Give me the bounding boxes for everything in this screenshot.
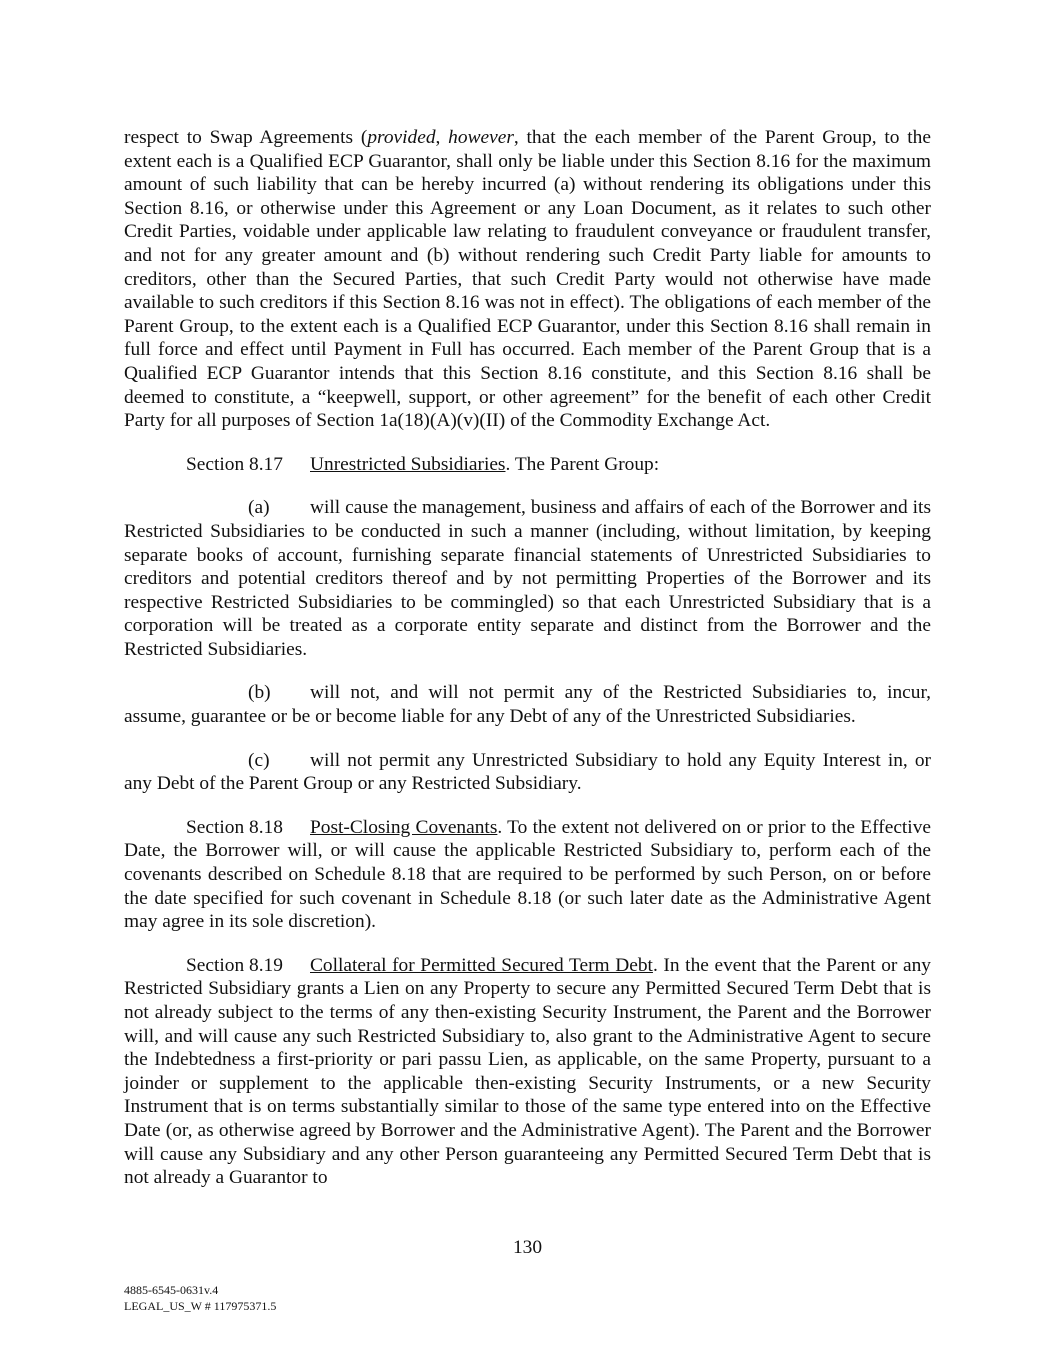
document-id xyxy=(124,1282,276,1314)
document-id-line-2: LEGAL_US_W # 117975371.5 xyxy=(124,1299,277,1313)
clause-c: (c) will not permit any Unrestricted Subsidiary to hold any Equity Interest in, or any Debt of the Parent Group or any Restricted Subsidiary. xyxy=(124,749,931,795)
section-8-17-heading-paragraph: Section 8.17 Unrestricted Subsidiaries. The Parent Group: xyxy=(186,453,660,475)
document-id-line-1: 4885-6545-0631v.4 xyxy=(124,1283,219,1297)
body-text xyxy=(124,126,931,1190)
section-8-19-paragraph: Section 8.19 Collateral for Permitted Secured Term Debt. In the event that the Parent or any Restricted Subsidiary grants a Lien on any Property to secure any Permitted Secured Term Debt that is not already subject to the terms of any then-existing Security Instrument, the Parent and the Borrower will, and will cause any such Restricted Subsidiary to, also grant to the Administrative Agent to secure the Indebtedness a first-priority or pari passu Lien, as applicable, on the same Property, pursuant to a joinder or supplement to the applicable then-existing Security Instruments, or a new Security Instrument that is on terms substantially similar to those of the same type entered into on the Effective Date (or, as otherwise agreed by Borrower and the Administrative Agent). The Parent and the Borrower will cause any Subsidiary and any other Person guaranteeing any Permitted Secured Term Debt that is not already a Guarantor to xyxy=(124,954,931,1189)
clause-a: (a) will cause the management, business and affairs of each of the Borrower and its Restricted Subsidiaries to be conducted in such a manner (including, without limitation, by keeping separate books of account, furnishing separate financial statements of Unrestricted Subsidiaries to creditors and potential creditors thereof and by not permitting Properties of the Borrower and its respective Restricted Subsidiaries to be commingled) so that each Unrestricted Subsidiary that is a corporation will be treated as a corporate entity separate and distinct from the Borrower and the Restricted Subsidiaries. xyxy=(124,497,931,660)
section-heading: Post-Closing Covenants xyxy=(310,816,498,838)
clause-label: (a) xyxy=(248,497,270,519)
paragraph-intro: respect to Swap Agreements (provided, however, that the each member of the Parent Group, to the extent each is a Qualified ECP Guarantor, shall only be liable under this Section 8.16 for the maximum amount of such liability that can be hereby incurred (a) without rendering its obligations under this Section 8.16, or otherwise under this Agreement or any Loan Document, as it relates to such other Credit Parties, voidable under applicable law relating to fraudulent conveyance or fraudulent transfer, and not for any greater amount and (b) without rendering such Credit Party liable for amounts to creditors, other than the Secured Parties, that such Credit Party would not otherwise have made available to such creditors if this Section 8.16 was not in effect). The obligations of each member of the Parent Group, to the extent each is a Qualified ECP Guarantor, under this Section 8.16 shall remain in full force and effect until Payment in Full has occurred. Each member of the Parent Group that is a Qualified ECP Guarantor intends that this Section 8.16 constitute, and this Section 8.16 shall be deemed to constitute, a “keepwell, support, or other agreement” for the benefit of each other Credit Party for all purposes of Section 1a(18)(A)(v)(II) of the Commodity Exchange Act. xyxy=(124,127,931,432)
however-italic: however xyxy=(448,127,514,148)
section-number: Section 8.17 xyxy=(186,453,283,475)
section-heading: Unrestricted Subsidiaries xyxy=(310,453,506,475)
page-number: 130 xyxy=(512,1237,543,1258)
clause-label: (b) xyxy=(248,682,271,704)
clause-label: (c) xyxy=(248,749,270,771)
section-8-18-paragraph: Section 8.18 Post-Closing Covenants. To the extent not delivered on or prior to the Effective Date, the Borrower will, or will cause the applicable Restricted Subsidiary to, perform each of the covenants described on Schedule 8.18 that are required to be performed by such Person, on or before the date specified for such covenant in Schedule 8.18 (or such later date as the Administrative Agent may agree in its sole discretion). xyxy=(124,816,931,933)
section-number: Section 8.19 xyxy=(186,954,283,976)
section-heading: Collateral for Permitted Secured Term Debt xyxy=(310,954,653,976)
clause-b: (b) will not, and will not permit any of the Restricted Subsidiaries to, incur, assume, guarantee or be or become liable for any Debt of any of the Unrestricted Subsidiaries. xyxy=(124,682,931,728)
provided-italic: provided xyxy=(367,127,436,148)
section-number: Section 8.18 xyxy=(186,816,283,838)
